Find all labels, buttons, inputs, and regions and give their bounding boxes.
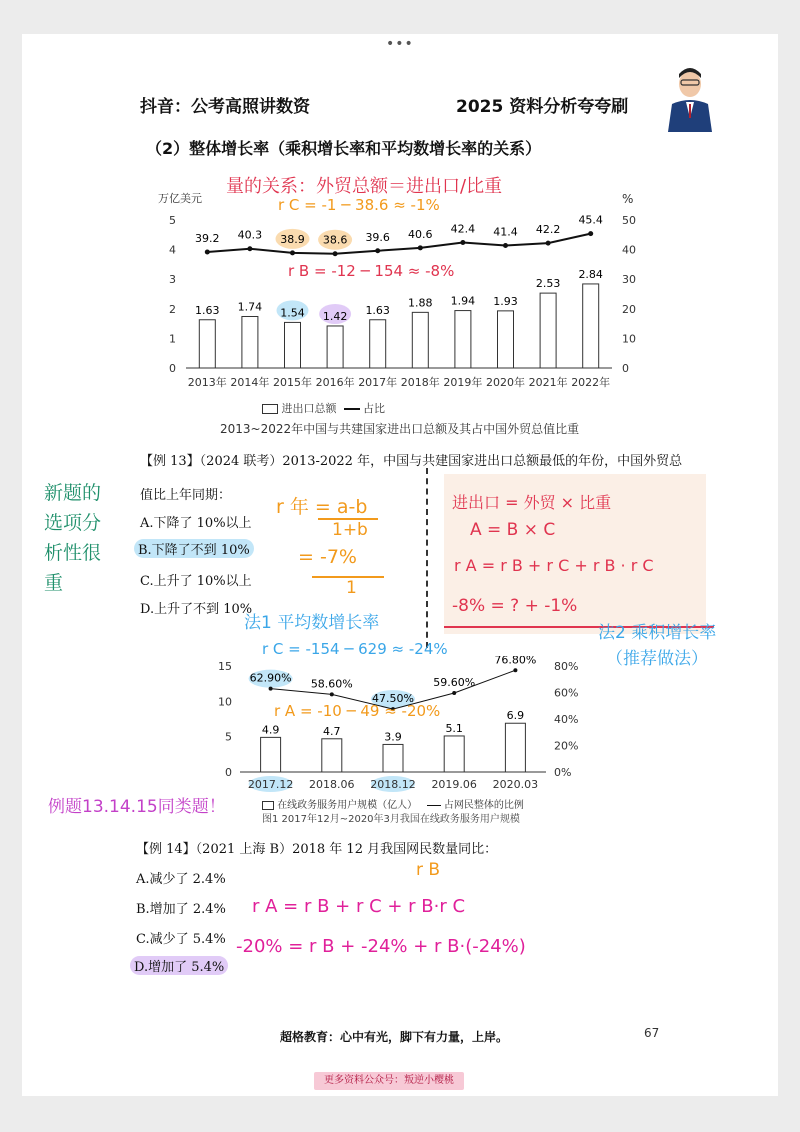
chart1-x-tick: 2020年 — [486, 376, 525, 389]
chart1-line-label: 41.4 — [493, 225, 518, 239]
chart1-line-label: 38.6 — [322, 233, 348, 247]
bottom-banner: 更多资料公众号：叛逆小樱桃 — [314, 1072, 464, 1090]
header-right-title: 2025 资料分析夸夸刷 — [456, 97, 629, 117]
example14-stem: 【例 14】（2021 上海 B）2018 年 12 月我国网民数量同比： — [136, 842, 498, 857]
chart1-right-unit: % — [622, 192, 634, 206]
chart1-left-tick: 5 — [169, 214, 176, 227]
chart1-line-point — [375, 248, 380, 253]
chart1-bar-label: 1.93 — [493, 294, 518, 308]
handnote-similar-questions: 例题13.14.15同类题！ — [48, 797, 226, 817]
chart2-line-point — [269, 687, 273, 691]
chart2-x-tick: 2018.06 — [309, 778, 355, 791]
chart2-legend — [262, 796, 524, 811]
chart2-legend-bar-swatch — [262, 801, 274, 810]
chart1-bar — [242, 316, 258, 368]
example14-option-b[interactable]: B.增加了 2.4% — [136, 902, 226, 917]
chart2-bar — [322, 739, 342, 772]
chart1-line-label: 42.4 — [450, 222, 476, 236]
chart2-left-tick: 5 — [225, 730, 232, 744]
example13-option-c[interactable]: C.上升了 10%以上 — [140, 574, 252, 589]
chart1-left-tick: 2 — [169, 302, 176, 316]
chart1-line-point — [247, 246, 252, 251]
chart2-bar-label: 5.1 — [445, 721, 463, 735]
header-left-title: 抖音：公考高照讲数资 — [140, 97, 310, 117]
chart1-right-tick: 50 — [622, 214, 636, 227]
handnote-orange-formula-4: 1 — [346, 578, 357, 598]
chart1-x-tick: 2016年 — [315, 376, 355, 389]
example14-option-c[interactable]: C.减少了 5.4% — [136, 932, 226, 947]
chart1-line-point — [503, 243, 508, 248]
chart1-bar-label: 1.54 — [280, 306, 305, 320]
handnote-rb1: r B = -12 ─ 154 ≈ -8% — [288, 262, 455, 280]
chart2-x-tick: 2019.06 — [431, 778, 477, 791]
green-line-4: 重 — [44, 572, 64, 594]
chart1-bar — [412, 312, 428, 368]
chart1-x-tick: 2015年 — [273, 376, 312, 389]
chart1-left-tick: 3 — [169, 273, 176, 287]
chart1-bar — [370, 320, 386, 368]
example13-option-a[interactable]: A.下降了 10%以上 — [140, 516, 252, 531]
chart1-caption-text: 2013~2022年中国与共建国家进出口总额及其占中国外贸总值比重 — [220, 422, 580, 436]
chart2-left-tick: 10 — [218, 695, 232, 709]
chart-trade-totals — [150, 186, 650, 436]
chart2-x-tick: 2018.12 — [370, 778, 416, 791]
example13-option-d[interactable]: D.上升了不到 10% — [140, 602, 253, 617]
chart1-line-point — [546, 241, 551, 246]
chart2-line-label: 76.80% — [494, 656, 537, 667]
chart1-right-tick: 20 — [622, 302, 636, 316]
chart1-line-label: 39.2 — [195, 231, 220, 245]
chart1-line-label: 40.6 — [408, 227, 433, 241]
chart1-line-label: 38.9 — [280, 232, 305, 246]
chart2-line-label: 59.60% — [433, 676, 476, 690]
example14-option-d[interactable]: D.增加了 5.4% — [130, 956, 228, 975]
method2-sub: （推荐做法） — [606, 649, 708, 669]
chart2-right-tick: 20% — [554, 739, 579, 753]
chart1-line-point — [333, 251, 338, 256]
chart1-x-tick: 2021年 — [528, 376, 568, 389]
handnote-rc2: r C = -154 ─ 629 ≈ -24% — [262, 640, 448, 658]
chart1-line-series — [207, 234, 590, 254]
chart1-bar — [455, 311, 471, 368]
chart2-line-point — [513, 668, 517, 672]
handnote-rb-mark: r B — [416, 860, 441, 880]
legend-bar-label: 进出口总额 — [281, 402, 337, 415]
handnote-orange-formula-1: r 年 = a-b — [276, 496, 368, 518]
chart2-line-point — [330, 692, 334, 696]
box-line-3: r A = r B + r C + r B · r C — [454, 556, 654, 575]
chart1-bar — [540, 293, 556, 368]
chart1-bar-label: 1.74 — [237, 300, 263, 314]
chart1-bar-label: 1.88 — [408, 296, 433, 310]
chart1-x-tick: 2013年 — [187, 376, 227, 389]
chart2-legend-bar-label: 在线政务服务用户规模（亿人） — [277, 800, 418, 811]
chart1-x-tick: 2014年 — [230, 376, 270, 389]
chart2-bar — [383, 744, 403, 772]
chart1-bar — [583, 284, 599, 368]
chart2-right-tick: 0% — [554, 766, 572, 779]
chart1-line-label: 45.4 — [578, 213, 603, 227]
chart1-left-tick: 1 — [169, 332, 176, 346]
ex14-handnote-2: -20% = r B + -24% + r B·(-24%) — [236, 936, 526, 957]
chart2-line-label: 62.90% — [249, 671, 292, 685]
chart1-right-tick: 30 — [622, 273, 636, 287]
chart1-bar-label: 1.94 — [450, 294, 476, 308]
chart1-bar-label: 2.53 — [535, 277, 561, 291]
chart1-line-point — [205, 249, 210, 254]
chart1-bar-label: 2.84 — [578, 267, 603, 281]
handnote-orange-formula-3: = -7% — [298, 546, 357, 568]
chart1-x-tick: 2019年 — [443, 376, 483, 389]
chart1-x-tick: 2022年 — [571, 376, 611, 389]
chart1-line-point — [290, 250, 295, 255]
box-line-2: A = B × C — [470, 520, 556, 540]
chart2-line-label: 47.50% — [372, 692, 414, 706]
chart2-line-label: 58.60% — [310, 677, 353, 691]
handnote-green — [44, 478, 101, 598]
chart1-left-unit: 万亿美元 — [158, 192, 202, 205]
chart2-left-tick: 0 — [225, 766, 232, 779]
chart1-line-point — [588, 231, 593, 236]
green-line-1: 新题的 — [44, 482, 102, 504]
box-line-1: 进出口 = 外贸 × 比重 — [452, 493, 612, 512]
example13-option-b[interactable]: B.下降了不到 10% — [134, 539, 254, 558]
chart1-caption — [220, 420, 579, 437]
chart1-bar-label: 1.63 — [195, 303, 220, 317]
chart1-line-point — [460, 240, 465, 245]
chart1-line-label: 42.2 — [535, 223, 561, 237]
chart1-bar-label: 1.42 — [322, 309, 348, 323]
chart1-bar — [199, 320, 215, 368]
avatar — [664, 62, 716, 132]
chart2-bar — [261, 737, 281, 772]
handnote-relation: 量的关系：外贸总额＝进出口/比重 — [226, 176, 503, 197]
chart1-right-tick: 10 — [622, 332, 636, 346]
legend-line-swatch — [344, 408, 360, 410]
green-line-2: 选项分 — [44, 512, 102, 534]
section-title: （2）整体增长率（乘积增长率和平均数增长率的关系） — [146, 139, 542, 158]
chart1-bar — [498, 311, 514, 368]
chart2-bar-label: 4.9 — [261, 723, 280, 737]
chart1-line-label: 39.6 — [365, 230, 390, 244]
chart-online-gov-users — [210, 656, 590, 794]
chart2-x-tick: 2017.12 — [247, 778, 294, 791]
chart1-line-label: 40.3 — [237, 228, 263, 242]
chart1-x-tick: 2018年 — [400, 376, 440, 389]
chart1-legend — [262, 400, 385, 416]
chart1-right-tick: 0 — [622, 362, 629, 375]
example13-stem-line1: 【例 13】（2024 联考）2013-2022 年，中国与共建国家进出口总额最低的年份，中国外贸总 — [140, 454, 683, 469]
chart2-bar-label: 4.7 — [323, 724, 341, 738]
chart2-bar — [444, 736, 464, 772]
dashed-divider — [426, 468, 428, 648]
handnote-orange-formula-2: 1+b — [332, 520, 368, 540]
chart2-bar — [505, 723, 525, 772]
chart2-bar-label: 6.9 — [506, 709, 525, 723]
box-line-4: -8% = ? + -1% — [452, 596, 578, 616]
example14-option-a[interactable]: A.减少了 2.4% — [136, 872, 226, 887]
page-number: 67 — [644, 1026, 660, 1040]
legend-bar-swatch — [262, 404, 278, 414]
legend-line-label: 占比 — [363, 402, 385, 415]
more-options-icon[interactable]: ••• — [386, 36, 414, 52]
chart2-bar-label: 3.9 — [384, 730, 402, 744]
handnote-ra2: r A = -10 ─ 49 ≈ -20% — [274, 702, 441, 720]
chart2-legend-line-swatch — [427, 805, 441, 806]
chart1-bar — [285, 322, 301, 368]
chart2-line-point — [452, 691, 456, 695]
handnote-rc1: r C = -1 ─ 38.6 ≈ -1% — [278, 196, 440, 214]
chart1-bar — [327, 326, 343, 368]
chart1-right-tick: 40 — [622, 243, 636, 257]
example13-stem-line2: 值比上年同期： — [140, 488, 232, 503]
method2-label: 法2 乘积增长率 — [598, 623, 717, 643]
chart1-line-point — [418, 245, 423, 250]
chart2-left-tick: 15 — [218, 660, 232, 673]
chart2-right-tick: 40% — [554, 713, 579, 726]
ex14-handnote-1: r A = r B + r C + r B·r C — [252, 896, 466, 917]
chart2-right-tick: 60% — [554, 686, 579, 700]
chart2-legend-line-label: 占网民整体的比例 — [443, 800, 524, 811]
footer-slogan: 超格教育：心中有光，脚下有力量，上岸。 — [280, 1030, 509, 1044]
chart1-bar-label: 1.63 — [365, 303, 390, 317]
chart2-right-tick: 80% — [554, 660, 579, 673]
green-line-3: 析性很 — [44, 542, 102, 564]
chart1-left-tick: 0 — [169, 362, 176, 375]
method1-label: 法1 平均数增长率 — [244, 613, 380, 633]
chart2-caption: 图1 2017年12月~2020年3月我国在线政务服务用户规模 — [262, 814, 520, 825]
chart1-x-tick: 2017年 — [358, 376, 398, 389]
chart2-x-tick: 2020.03 — [492, 778, 539, 791]
chart1-left-tick: 4 — [169, 243, 176, 257]
